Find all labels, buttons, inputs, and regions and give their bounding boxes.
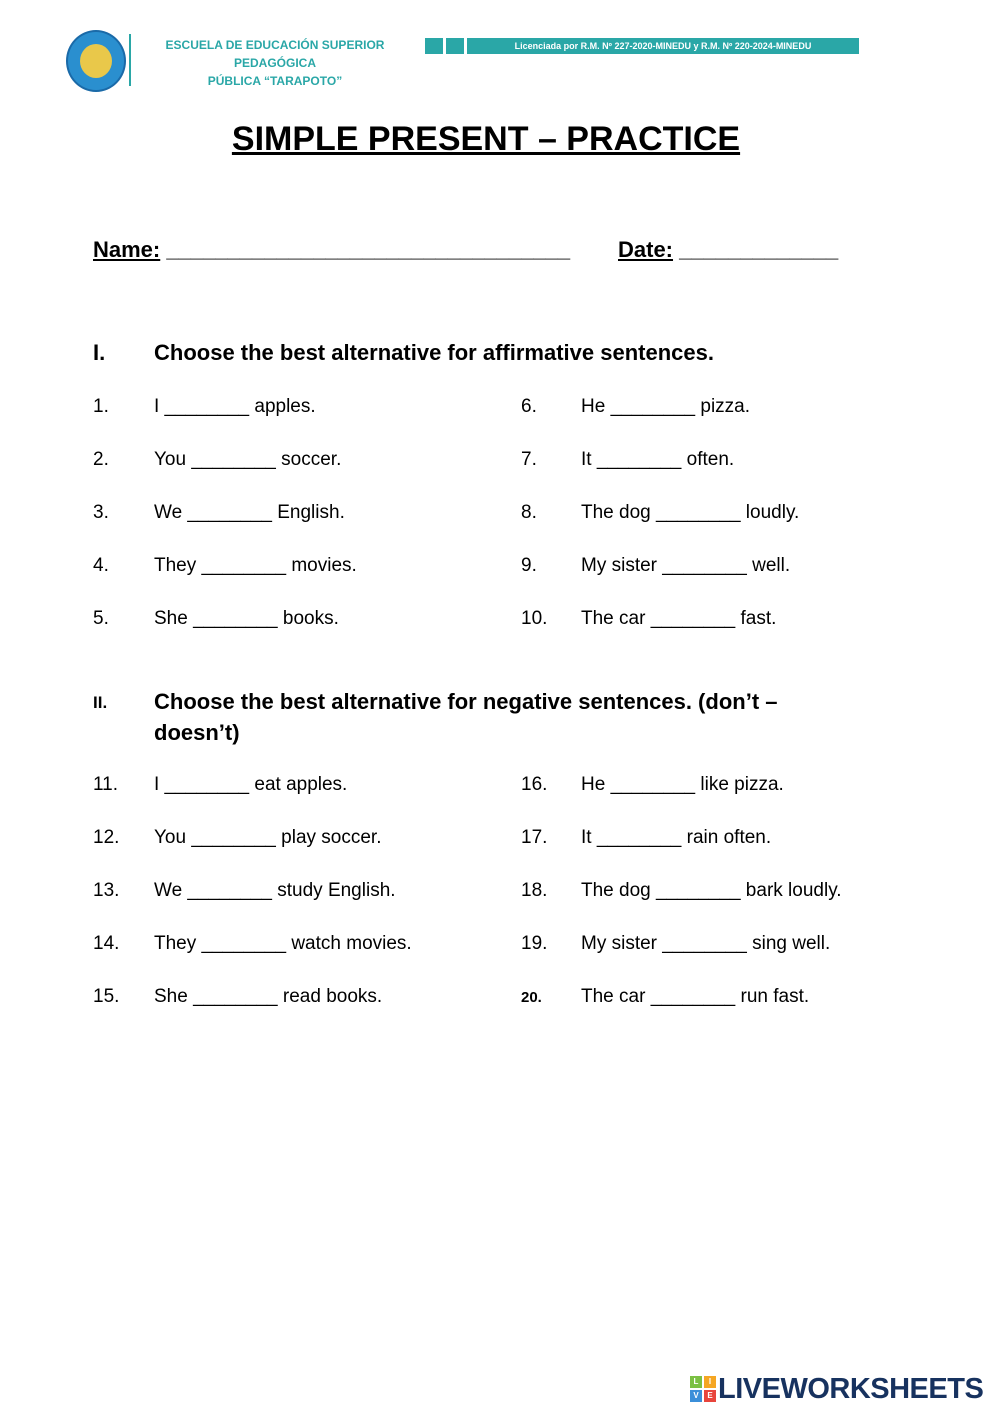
item-number: 18. bbox=[521, 880, 548, 901]
item-number: 10. bbox=[521, 608, 548, 629]
exercise-sentence[interactable]: He ________ like pizza. bbox=[581, 774, 784, 795]
item-number: 6. bbox=[521, 396, 537, 417]
banner-block bbox=[446, 38, 464, 54]
item-number: 12. bbox=[93, 827, 120, 848]
item-number: 1. bbox=[93, 396, 109, 417]
exercise-sentence[interactable]: They ________ movies. bbox=[154, 555, 357, 576]
exercise-sentence[interactable]: She ________ read books. bbox=[154, 986, 383, 1007]
section-number: I. bbox=[93, 340, 106, 365]
exercise-sentence[interactable]: He ________ pizza. bbox=[581, 396, 751, 417]
divider bbox=[129, 34, 131, 86]
date-label: Date: bbox=[618, 237, 674, 262]
exercise-sentence[interactable]: I ________ eat apples. bbox=[154, 774, 348, 795]
exercise-sentence[interactable]: You ________ soccer. bbox=[154, 449, 342, 470]
item-number: 14. bbox=[93, 933, 120, 954]
liveworksheets-logo: LIVEWORKSHEETS bbox=[718, 1373, 984, 1405]
item-number: 4. bbox=[93, 555, 109, 576]
item-number: 3. bbox=[93, 502, 109, 523]
item-number: 13. bbox=[93, 880, 120, 901]
name-field[interactable] bbox=[93, 237, 570, 263]
exercise-sentence[interactable]: She ________ books. bbox=[154, 608, 339, 629]
date-line[interactable]: _____________ bbox=[679, 237, 839, 262]
exercise-sentence[interactable]: We ________ study English. bbox=[154, 880, 396, 901]
logo-letter: V bbox=[690, 1390, 702, 1402]
date-field[interactable] bbox=[618, 237, 838, 263]
exercise-sentence[interactable]: The car ________ fast. bbox=[581, 608, 777, 629]
school-name-line: PÚBLICA “TARAPOTO” bbox=[207, 74, 343, 88]
item-number: 8. bbox=[521, 502, 537, 523]
exercise-sentence[interactable]: The dog ________ loudly. bbox=[581, 502, 800, 523]
name-line[interactable]: _________________________________ bbox=[166, 237, 571, 262]
exercise-sentence[interactable]: They ________ watch movies. bbox=[154, 933, 412, 954]
section-heading: Choose the best alternative for affirmative sentences. bbox=[154, 340, 714, 365]
logo-letter: I bbox=[704, 1376, 716, 1388]
exercise-sentence[interactable]: My sister ________ sing well. bbox=[581, 933, 831, 954]
item-number: 11. bbox=[93, 774, 119, 795]
item-number: 5. bbox=[93, 608, 109, 629]
item-number: 16. bbox=[521, 774, 548, 795]
exercise-sentence[interactable]: You ________ play soccer. bbox=[154, 827, 382, 848]
section-heading: Choose the best alternative for negative sentences. (don’t – bbox=[154, 689, 778, 714]
item-number: 2. bbox=[93, 449, 109, 470]
banner-block bbox=[425, 38, 443, 54]
item-number: 19. bbox=[521, 933, 548, 954]
item-number: 15. bbox=[93, 986, 120, 1007]
logo-letter: E bbox=[704, 1390, 716, 1402]
item-number: 7. bbox=[521, 449, 537, 470]
exercise-sentence[interactable]: My sister ________ well. bbox=[581, 555, 791, 576]
exercise-sentence[interactable]: The dog ________ bark loudly. bbox=[581, 880, 842, 901]
exercise-sentence[interactable]: I ________ apples. bbox=[154, 396, 316, 417]
item-number: 9. bbox=[521, 555, 537, 576]
item-number: 17. bbox=[521, 827, 548, 848]
school-seal-logo bbox=[66, 30, 126, 92]
item-number: 20. bbox=[521, 989, 542, 1006]
section-number: II. bbox=[93, 693, 108, 712]
school-name-line: ESCUELA DE EDUCACIÓN SUPERIOR bbox=[165, 38, 385, 52]
exercise-sentence[interactable]: It ________ rain often. bbox=[581, 827, 772, 848]
liveworksheets-logo-mark bbox=[690, 1376, 716, 1402]
logo-letter: L bbox=[690, 1376, 702, 1388]
license-banner: Licenciada por R.M. Nº 227-2020-MINEDU y R.M. Nº 220-2024-MINEDU bbox=[467, 38, 859, 54]
exercise-sentence[interactable]: The car ________ run fast. bbox=[581, 986, 810, 1007]
school-name-line: PEDAGÓGICA bbox=[233, 56, 316, 70]
page-title: SIMPLE PRESENT – PRACTICE bbox=[231, 120, 741, 158]
section-heading: doesn’t) bbox=[154, 720, 240, 745]
exercise-sentence[interactable]: It ________ often. bbox=[581, 449, 735, 470]
name-label: Name: bbox=[93, 237, 161, 262]
exercise-sentence[interactable]: We ________ English. bbox=[154, 502, 345, 523]
